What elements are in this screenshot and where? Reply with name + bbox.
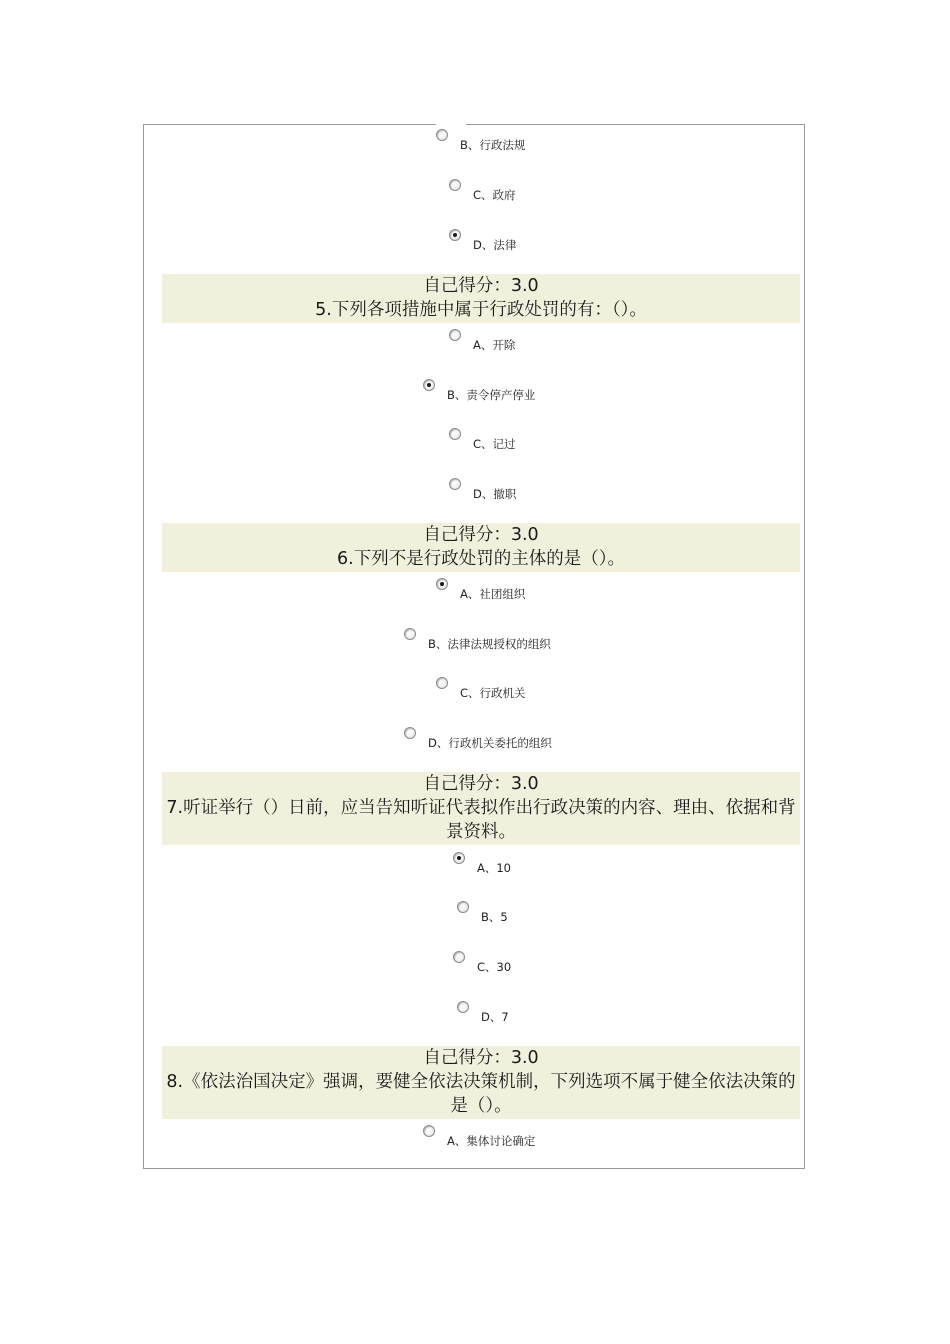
- option-label: A、开除: [473, 338, 516, 352]
- radio-button[interactable]: [449, 329, 461, 341]
- radio-button-selected[interactable]: [453, 852, 465, 864]
- option-label: B、行政法规: [460, 138, 526, 152]
- radio-button-selected[interactable]: [449, 229, 461, 241]
- option-label: B、法律法规授权的组织: [428, 637, 551, 651]
- option-label: A、10: [477, 861, 512, 875]
- radio-button[interactable]: [457, 1001, 469, 1013]
- radio-button[interactable]: [404, 727, 416, 739]
- option-label: A、社团组织: [460, 587, 526, 601]
- question-header-5: [162, 274, 800, 323]
- question-header-8: [162, 1046, 800, 1119]
- option-label: D、法律: [473, 238, 517, 252]
- option-label: C、记过: [473, 437, 516, 451]
- option-label: B、5: [481, 910, 508, 924]
- radio-button[interactable]: [449, 428, 461, 440]
- option-label: D、撤职: [473, 487, 517, 501]
- score-text: 自己得分：3.0: [423, 1048, 539, 1068]
- score-text: 自己得分：3.0: [423, 525, 539, 545]
- option-label: D、7: [481, 1010, 509, 1024]
- option-label: C、行政机关: [460, 686, 526, 700]
- frame-gap: [436, 121, 466, 127]
- radio-button-selected[interactable]: [436, 578, 448, 590]
- question-text: 8.《依法治国决定》强调，要健全依法决策机制，下列选项不属于健全依法决策的是（）。: [166, 1072, 796, 1116]
- question-header-6: [162, 523, 800, 572]
- option-label: D、行政机关委托的组织: [428, 736, 552, 750]
- radio-button[interactable]: [457, 901, 469, 913]
- radio-button[interactable]: [449, 179, 461, 191]
- score-text: 自己得分：3.0: [423, 774, 539, 794]
- radio-button[interactable]: [436, 677, 448, 689]
- question-text: 6.下列不是行政处罚的主体的是（）。: [337, 549, 625, 569]
- radio-button[interactable]: [436, 129, 448, 141]
- radio-button[interactable]: [453, 951, 465, 963]
- radio-button[interactable]: [449, 478, 461, 490]
- radio-button[interactable]: [404, 628, 416, 640]
- question-text: 5.下列各项措施中属于行政处罚的有：（）。: [315, 300, 647, 320]
- question-header-7: [162, 772, 800, 845]
- question-text: 7.听证举行（）日前，应当告知听证代表拟作出行政决策的内容、理由、依据和背景资料。: [166, 798, 796, 842]
- option-label: A、集体讨论确定: [447, 1134, 536, 1148]
- option-label: C、30: [477, 960, 512, 974]
- radio-button[interactable]: [423, 1125, 435, 1137]
- score-text: 自己得分：3.0: [423, 276, 539, 296]
- option-label: C、政府: [473, 188, 516, 202]
- radio-button-selected[interactable]: [423, 379, 435, 391]
- option-label: B、责令停产停业: [447, 388, 536, 402]
